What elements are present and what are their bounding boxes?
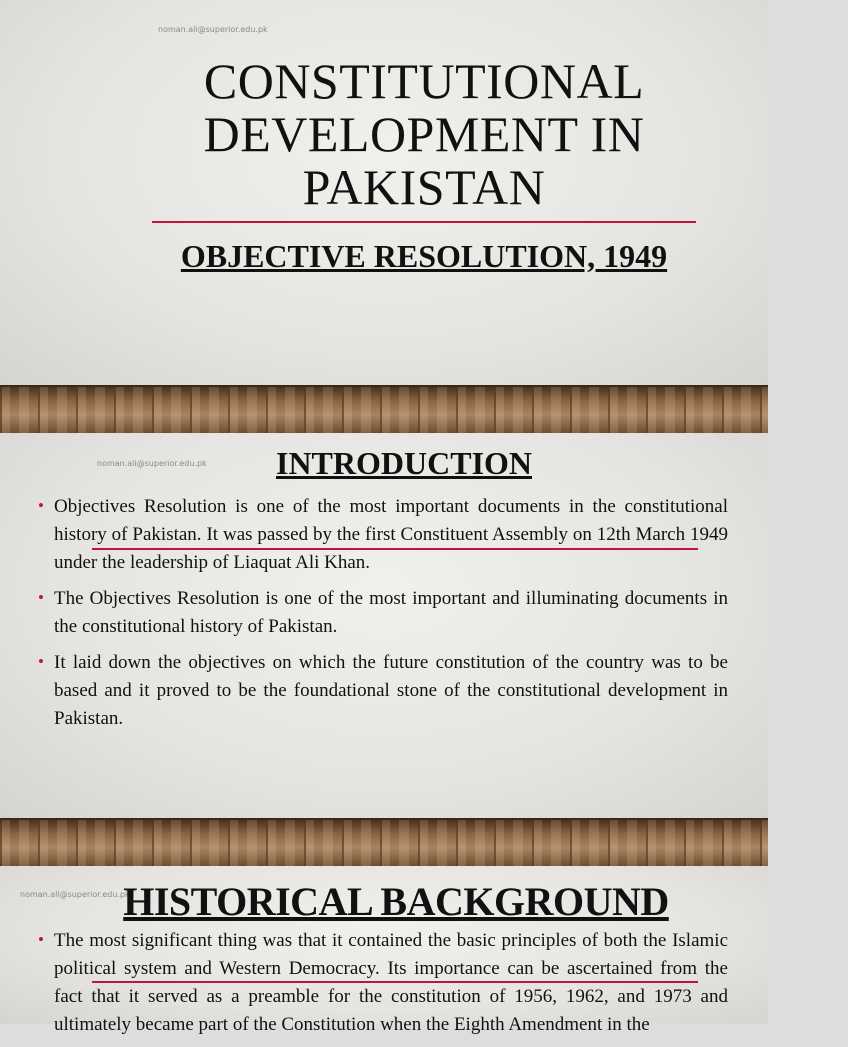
bullet-item: • It laid down the objectives on which the future constitution of the country was to be based and it proved to be the foundational stone of the constitutional development in Pakistan. [38, 649, 728, 733]
author-email: noman.ali@superior.edu.pk [158, 25, 268, 34]
author-email: noman.ali@superior.edu.pk [97, 459, 207, 468]
bullet-item: • Objectives Resolution is one of the most important documents in the constitutional history of Pakistan. It was passed by the first Constituent Assembly on 12th March 1949 under the leadership of Liaquat Ali Khan. [38, 493, 728, 577]
slide-heading: INTRODUCTION [275, 445, 533, 481]
author-email: noman.ali@superior.edu.pk [20, 890, 130, 899]
slide-subtitle: OBJECTIVE RESOLUTION, 1949 [180, 238, 668, 274]
title-divider [152, 221, 696, 223]
wood-divider [0, 385, 768, 433]
slide-title-text: CONSTITUTIONAL DEVELOPMENT IN PAKISTAN [203, 53, 645, 215]
bullet-list [38, 493, 728, 741]
slide-historical-background [0, 866, 768, 1035]
slide-introduction [0, 433, 768, 819]
slide-title [0, 0, 768, 386]
bullet-list [38, 927, 728, 1047]
bullet-item: • The most significant thing was that it contained the basic principles of both the Islamic political system and Western Democracy. Its importance can be ascertained from the fact that it served as a preamble for the constitution of 1956, 1962, and 1973 and ultimately became part of the Constitution when the Eighth Amendment in the [38, 927, 728, 1039]
bullet-item: • The Objectives Resolution is one of the most important and illuminating documents in the constitutional history of Pakistan. [38, 585, 728, 641]
slide-heading: HISTORICAL BACKGROUND [123, 879, 669, 924]
wood-divider [0, 818, 768, 866]
